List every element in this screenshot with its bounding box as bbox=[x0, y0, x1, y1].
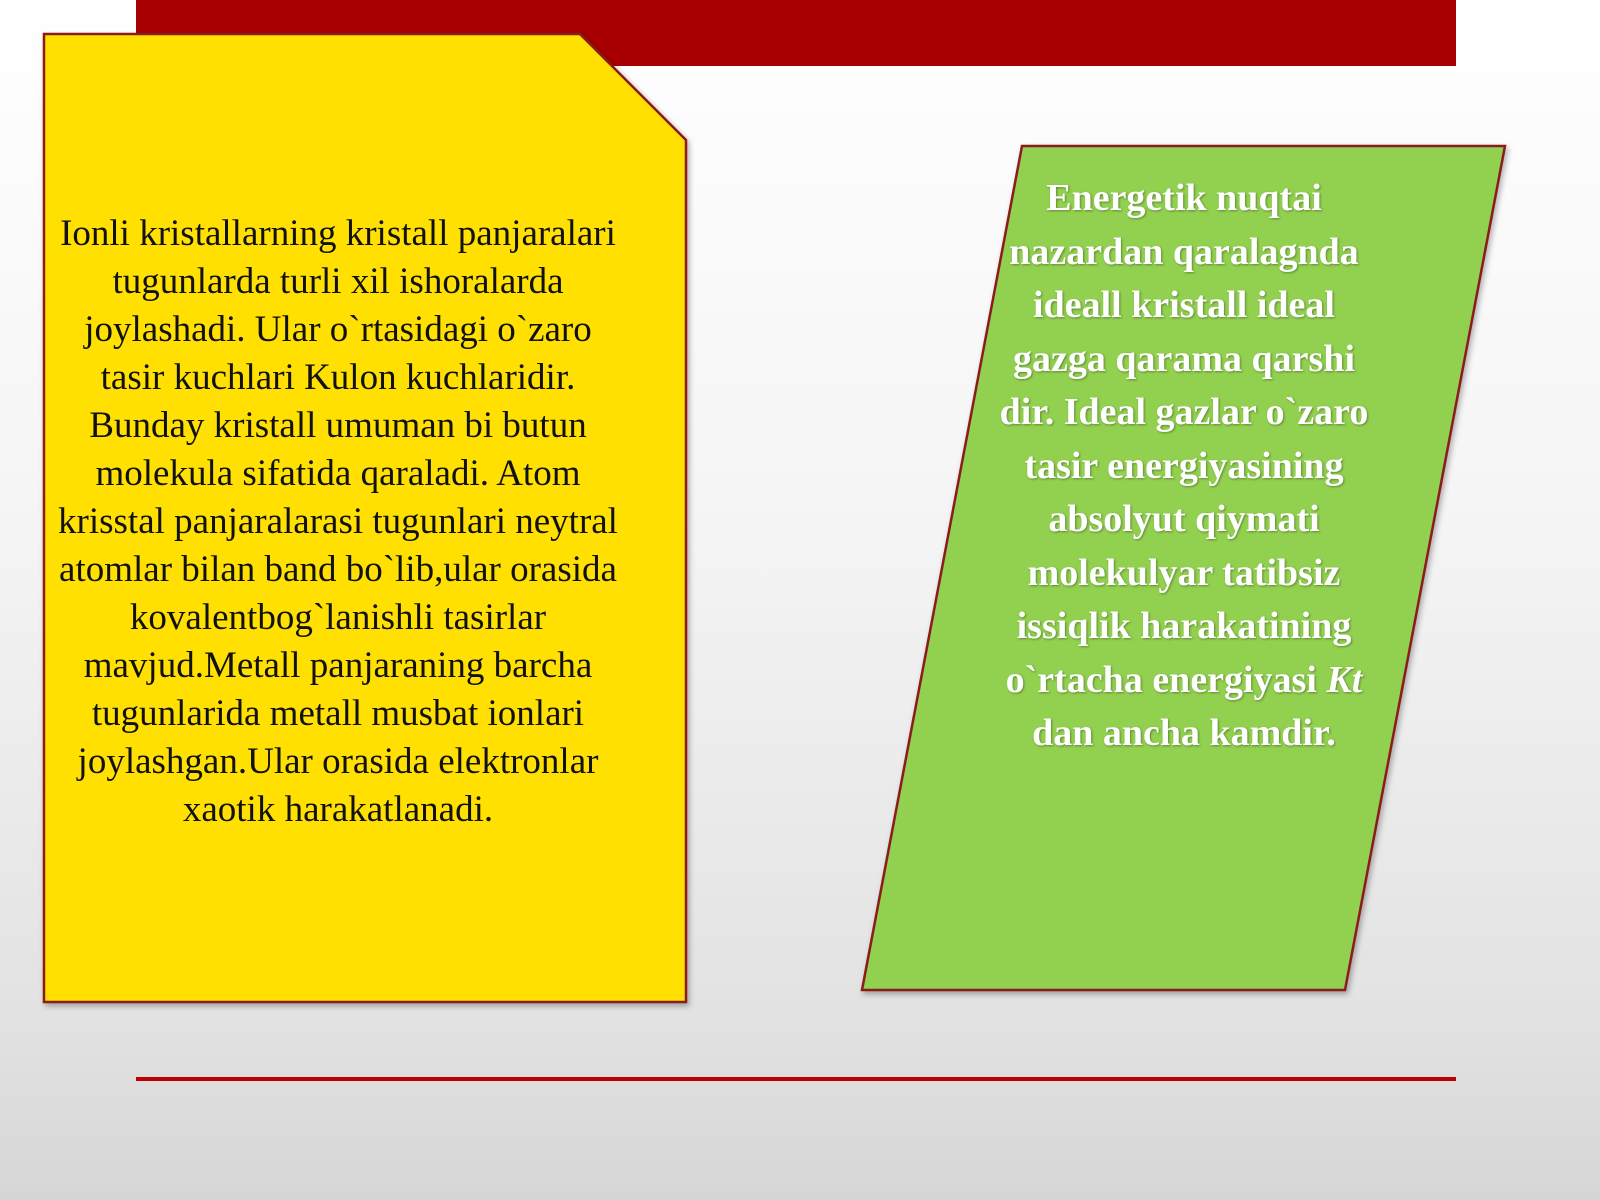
left-box-text: Ionli kristallarning kristall panjaralari tugunlarda turli xil ishoralarda joylashadi. Ular o`rtasidagi o`zaro tasir kuchlari Kulon kuchlaridir. Bunday kristall umuman bi butun molekula sifatida qaraladi. Atom krisstal panjaralarasi tugunlari neytral atomlar bilan band bo`lib,ular orasida kovalentbog`lanishli tasirlar mavjud.Metall panjaraning barcha tugunlarida metall musbat ionlari joylashgan.Ular orasida elektronlar xaotik harakatlanadi. bbox=[58, 213, 618, 830]
right-box-text-part2: dan ancha kamdir. bbox=[1032, 712, 1336, 754]
right-box-text-part1: Energetik nuqtai nazardan qaralagnda ideall kristall ideal gazga qarama qarshi dir. Ideal gazlar o`zaro tasir energiyasining absolyut qiymati molekulyar tatibsiz issiqlik harakatining o`rtacha energiyasi bbox=[999, 177, 1369, 701]
bottom-divider-line bbox=[136, 1077, 1456, 1081]
right-box-text bbox=[988, 172, 1380, 761]
right-box-text-italic: Kt bbox=[1326, 658, 1363, 701]
